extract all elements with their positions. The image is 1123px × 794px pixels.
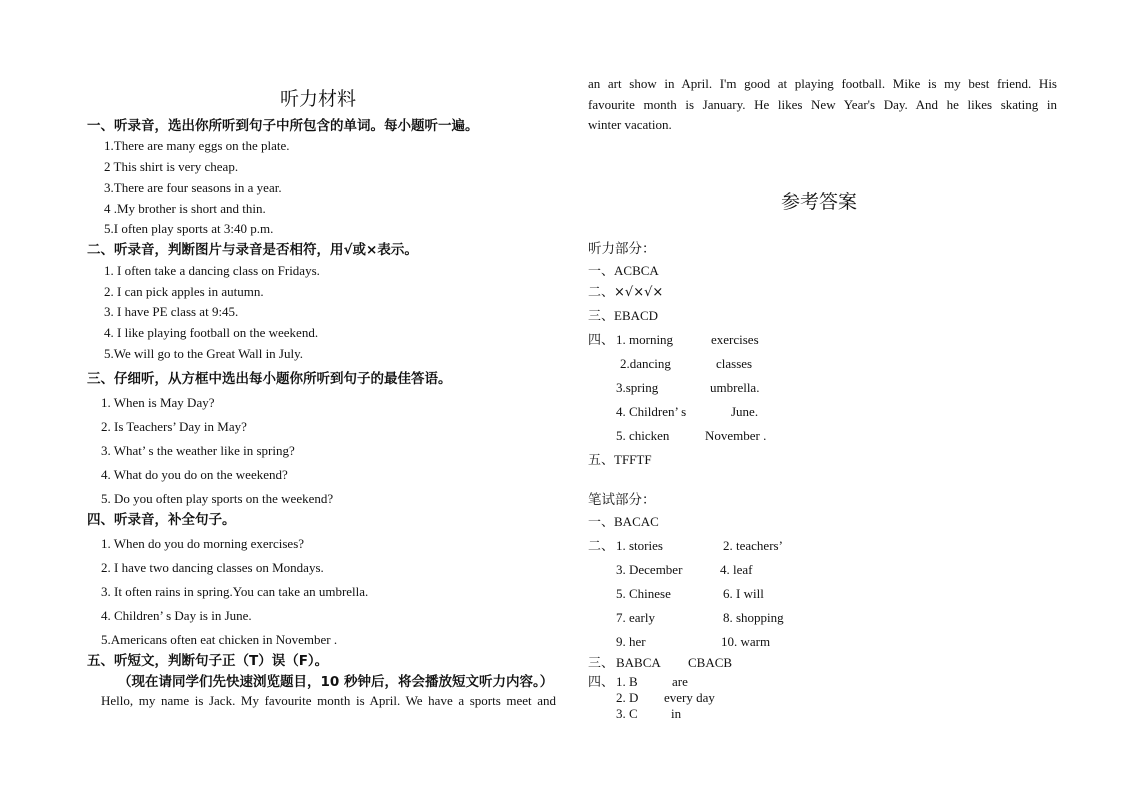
written-a4-row-3-b: in — [671, 706, 682, 721]
listening-answer-2: 二、×√×√× — [588, 285, 664, 300]
written-a2-row-2-b: 4. leaf — [720, 562, 753, 577]
written-a3-value-1: BABCA — [616, 655, 661, 670]
written-a4-row-1-b: are — [672, 674, 688, 689]
s4-item-4: 4. Children’ s Day is in June. — [101, 608, 252, 623]
s4-item-2: 2. I have two dancing classes on Mondays. — [101, 560, 324, 575]
listening-a4-row-1-a: 1. morning — [616, 332, 674, 347]
written-a2-row-2-a: 3. December — [616, 562, 683, 577]
written-answer-4-label: 四、 — [588, 674, 615, 689]
s2-item-4: 4. I like playing football on the weekend. — [104, 325, 319, 340]
s3-item-3: 3. What’ s the weather like in spring? — [101, 443, 295, 458]
s4-item-3: 3. It often rains in spring.You can take an umbrella. — [101, 584, 369, 599]
s1-item-4: 4 .My brother is short and thin. — [104, 201, 266, 216]
listening-a4-row-2-a: 2.dancing — [620, 356, 671, 371]
written-a2-row-3-a: 5. Chinese — [616, 586, 671, 601]
s5-passage-start: Hello, my name is Jack. My favourite month is April. We have a sports meet and — [101, 693, 556, 708]
s1-item-5: 5.I often play sports at 3:40 p.m. — [104, 221, 274, 236]
section-5-heading: 五、听短文，判断句子正（T）误（F）。 — [87, 653, 329, 669]
written-a4-row-1-a: 1. B — [616, 674, 638, 689]
s1-item-2: 2 This shirt is very cheap. — [104, 159, 239, 174]
written-a2-row-3-b: 6. I will — [723, 586, 764, 601]
answers-title: 参考答案 — [781, 191, 858, 213]
written-a2-row-5-a: 9. her — [616, 634, 646, 649]
section-4-heading: 四、听录音，补全句子。 — [87, 512, 236, 528]
passage-line-2: favourite month is January. He likes New Year's Day. And he likes skating in — [588, 97, 1057, 112]
listening-a4-row-3-b: umbrella. — [710, 380, 760, 395]
written-a2-row-4-b: 8. shopping — [723, 610, 784, 625]
listening-answer-1: 一、ACBCA — [588, 263, 659, 279]
s2-item-5: 5.We will go to the Great Wall in July. — [104, 346, 304, 361]
listening-a4-row-5-a: 5. chicken — [616, 428, 670, 443]
s4-item-5: 5.Americans often eat chicken in November . — [101, 632, 338, 647]
s4-item-1: 1. When do you do morning exercises? — [101, 536, 305, 551]
listening-a4-row-3-a: 3.spring — [616, 380, 659, 395]
written-answer-1: 一、BACAC — [588, 514, 659, 530]
s2-item-2: 2. I can pick apples in autumn. — [104, 284, 264, 299]
s2-item-1: 1. I often take a dancing class on Fridays. — [104, 263, 320, 278]
passage-line-1: an art show in April. I'm good at playing football. Mike is my best friend. His — [588, 76, 1057, 91]
listening-a4-row-2-b: classes — [716, 356, 753, 371]
section-5-note: （现在请同学们先快速浏览题目，10 秒钟后，将会播放短文听力内容。） — [118, 674, 554, 690]
listening-part-heading: 听力部分： — [588, 241, 656, 257]
listening-a4-row-1-b: exercises — [711, 332, 759, 347]
listening-material-title: 听力材料 — [280, 88, 357, 110]
listening-answer-3: 三、EBACD — [588, 308, 659, 324]
s3-item-1: 1. When is May Day? — [101, 395, 215, 410]
passage-line-3: winter vacation. — [588, 117, 672, 132]
written-a4-row-3-a: 3. C — [616, 706, 638, 721]
listening-answer-4-label: 四、 — [588, 332, 615, 347]
listening-a4-row-4-a: 4. Children’ s — [616, 404, 687, 419]
written-a4-row-2-a: 2. D — [616, 690, 639, 705]
s3-item-4: 4. What do you do on the weekend? — [101, 467, 288, 482]
s2-item-3: 3. I have PE class at 9:45. — [104, 304, 239, 319]
written-a2-row-1-a: 1. stories — [616, 538, 663, 553]
written-a4-row-2-b: every day — [664, 690, 715, 705]
listening-a4-row-5-b: November . — [705, 428, 767, 443]
section-2-heading: 二、听录音，判断图片与录音是否相符，用√或×表示。 — [87, 242, 418, 258]
section-3-heading: 三、仔细听，从方框中选出每小题你所听到句子的最佳答语。 — [87, 371, 452, 387]
section-1-heading: 一、听录音，选出你所听到句子中所包含的单词。每小题听一遍。 — [87, 118, 479, 134]
written-answer-2-label: 二、 — [588, 538, 615, 553]
s3-item-5: 5. Do you often play sports on the weekend? — [101, 491, 334, 506]
written-part-heading: 笔试部分： — [588, 492, 656, 508]
written-a2-row-5-b: 10. warm — [721, 634, 771, 649]
written-a3-value-2: CBACB — [688, 655, 733, 670]
written-a2-row-4-a: 7. early — [616, 610, 655, 625]
listening-a4-row-4-b: June. — [731, 404, 759, 419]
written-a2-row-1-b: 2. teachers’ — [723, 538, 783, 553]
s1-item-1: 1.There are many eggs on the plate. — [104, 138, 290, 153]
s3-item-2: 2. Is Teachers’ Day in May? — [101, 419, 247, 434]
s1-item-3: 3.There are four seasons in a year. — [104, 180, 282, 195]
listening-answer-5: 五、TFFTF — [588, 452, 652, 468]
written-answer-3-label: 三、 — [588, 655, 615, 670]
